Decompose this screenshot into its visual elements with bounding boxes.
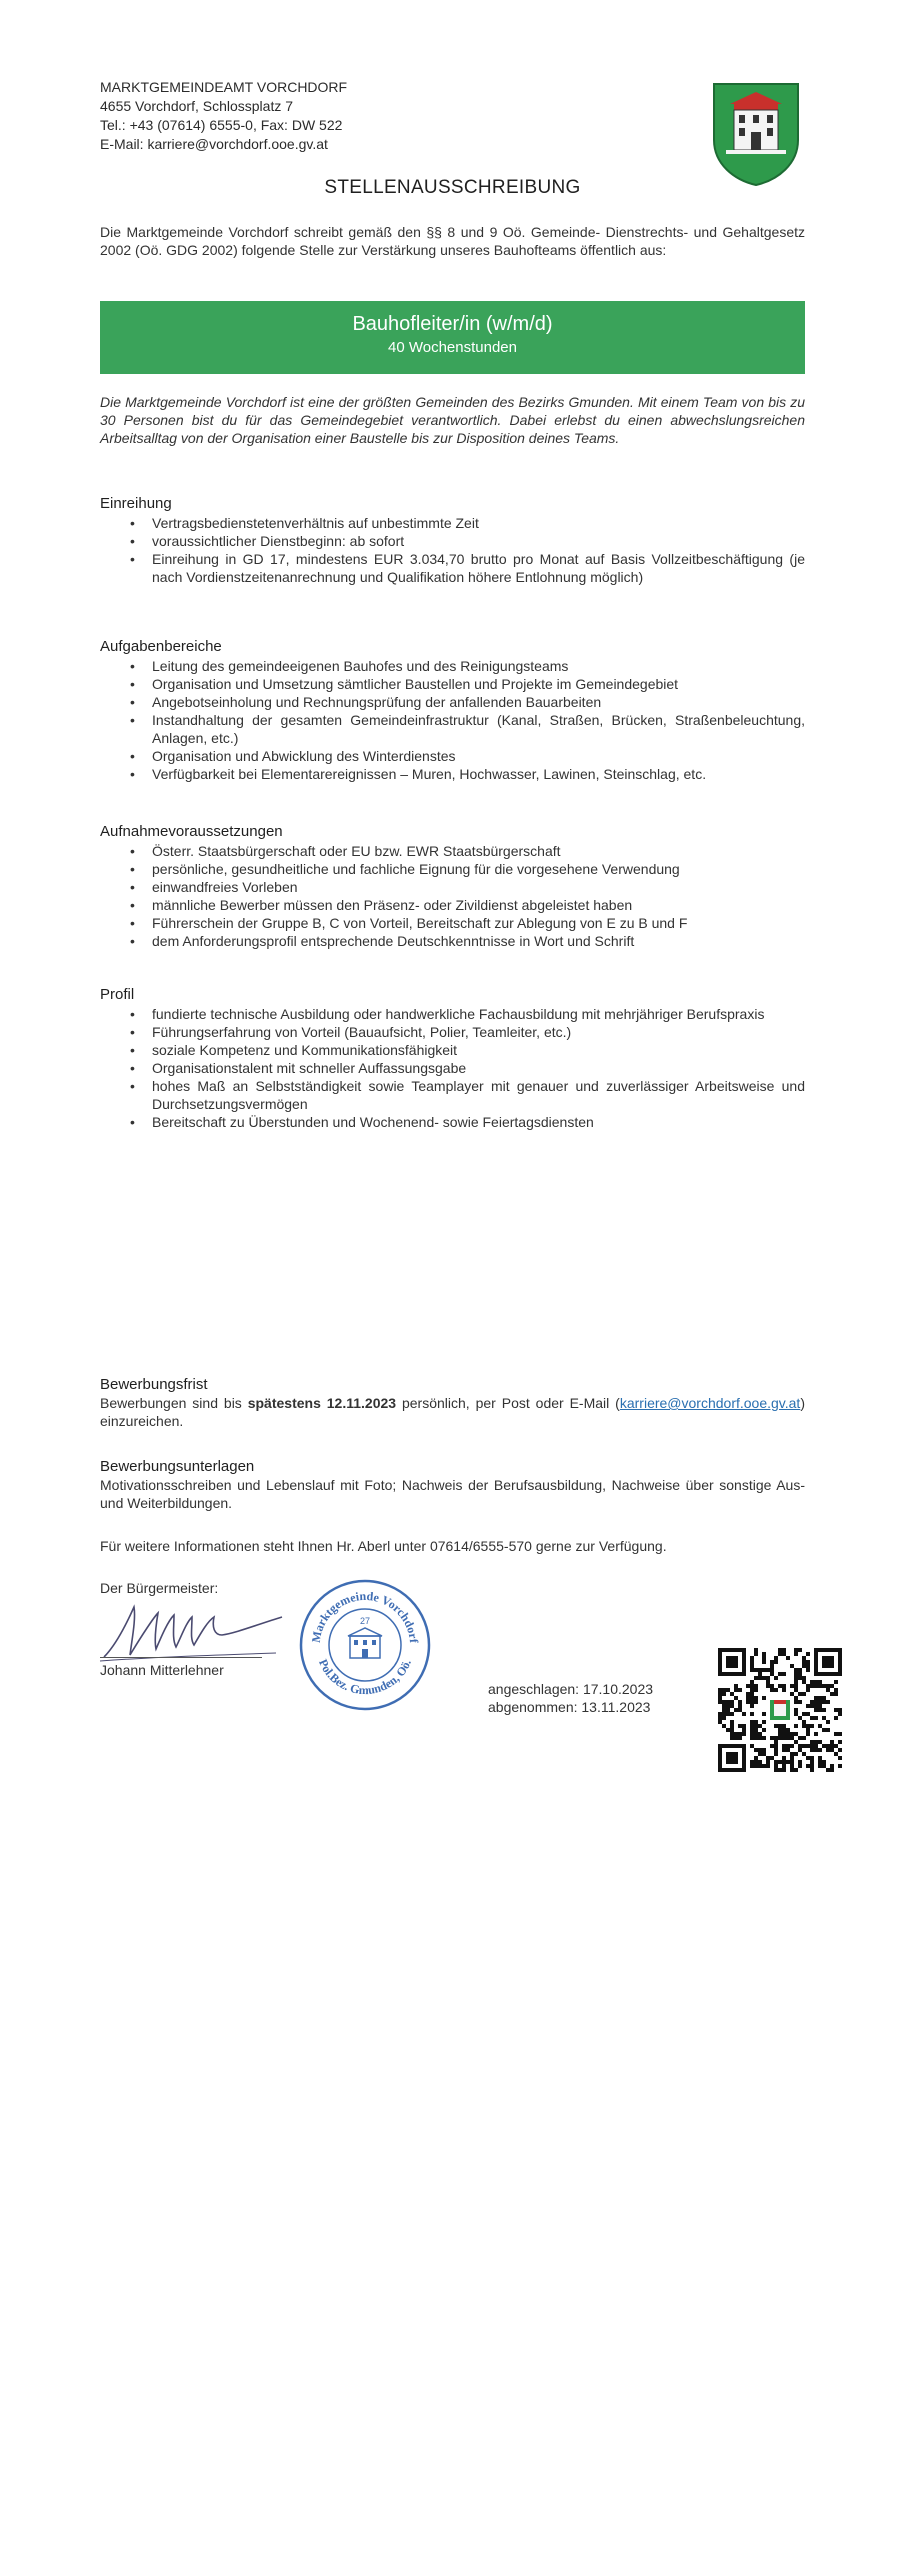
start-label: voraussichtlicher Dienstbeginn:: [152, 533, 350, 549]
list-item: • soziale Kompetenz und Kommunikationsfähigkeit: [100, 1041, 805, 1059]
section-heading: Aufnahmevoraussetzungen: [100, 823, 283, 840]
mayor-label: Der Bürgermeister:: [100, 1580, 219, 1596]
section-heading: Profil: [100, 986, 135, 1003]
list-item: • Bereitschaft zu Überstunden und Wochenend- sowie Feiertagsdiensten: [100, 1113, 805, 1131]
list-item: • Organisationstalent mit schneller Auffassungsgabe: [100, 1059, 805, 1077]
office-name: MARKTGEMEINDEAMT VORCHDORF: [100, 79, 348, 95]
documents-paragraph: Motivationsschreiben und Lebenslauf mit Foto; Nachweis der Berufsausbildung, Nachweise über sonstige Aus- und Weiterbildungen.: [100, 1477, 805, 1511]
section-bewerbungsunterlagen: [100, 1458, 805, 1512]
municipal-crest-logo: [712, 82, 800, 186]
section-profil: [100, 986, 805, 1131]
official-stamp: [296, 1576, 434, 1714]
signature-line: [100, 1657, 262, 1658]
section-bewerbungsfrist: [100, 1376, 805, 1430]
list-item: [100, 532, 805, 550]
office-email: E-Mail: karriere@vorchdorf.ooe.gv.at: [100, 136, 328, 152]
list-item: • Führungserfahrung von Vorteil (Bauaufsicht, Polier, Teamleiter, etc.): [100, 1023, 805, 1041]
stamp-top-text: Marktgemeinde Vorchdorf: [308, 1588, 421, 1644]
office-phone: Tel.: +43 (07614) 6555-0, Fax: DW 522: [100, 117, 343, 133]
list-item: • Organisation und Abwicklung des Winterdienstes: [100, 747, 805, 765]
list-item: • männliche Bewerber müssen den Präsenz- oder Zivildienst abgeleistet haben: [100, 896, 805, 914]
deadline-text-middle: persönlich, per Post oder E-Mail (: [396, 1395, 620, 1411]
list-item: • fundierte technische Ausbildung oder handwerkliche Fachausbildung mit mehrjähriger Berufspraxis: [100, 1005, 805, 1023]
list-item: • Angebotseinholung und Rechnungsprüfung der anfallenden Bauarbeiten: [100, 693, 805, 711]
section-heading: Bewerbungsunterlagen: [100, 1458, 255, 1475]
deadline-paragraph: [100, 1394, 805, 1430]
email-link[interactable]: karriere@vorchdorf.ooe.gv.at: [619, 1395, 801, 1411]
section-heading: Einreihung: [100, 495, 172, 512]
contact-info: Für weitere Informationen steht Ihnen Hr. Aberl unter 07614/6555-570 gerne zur Verfügung.: [100, 1538, 667, 1554]
section-heading: Aufgabenbereiche: [100, 638, 222, 655]
stamp-number: 27: [359, 1616, 371, 1626]
intro-paragraph: Die Marktgemeinde Vorchdorf schreibt gemäß den §§ 8 und 9 Oö. Gemeinde- Dienstrechts- und Gehaltgesetz 2002 (Oö. GDG 2002) folgende Stelle zur Verstärkung unseres Bauhofteams öffentlich aus:: [100, 224, 805, 258]
office-header: [100, 78, 600, 154]
deadline-text-prefix: Bewerbungen sind bis: [100, 1395, 248, 1411]
list-item: • Instandhaltung der gesamten Gemeindeinfrastruktur (Kanal, Straßen, Brücken, Straßenbeleuchtung, Anlagen, etc.): [100, 711, 805, 747]
list-item: • Leitung des gemeindeeigenen Bauhofes und des Reinigungsteams: [100, 657, 805, 675]
list-item: • Verfügbarkeit bei Elementarereignissen – Muren, Hochwasser, Lawinen, Steinschlag, etc.: [100, 765, 805, 783]
list-item: • Einreihung in GD 17, mindestens EUR 3.034,70 brutto pro Monat auf Basis Vollzeitbeschäftigung (je nach Vordienstzeitenanrechnung und Qualifikation höhere Entlohnung möglich): [100, 550, 805, 586]
page-title: STELLENAUSSCHREIBUNG: [324, 177, 581, 198]
job-banner: [100, 301, 805, 374]
list-item: • Organisation und Umsetzung sämtlicher Baustellen und Projekte im Gemeindegebiet: [100, 675, 805, 693]
posted-date: angeschlagen: 17.10.2023: [488, 1681, 654, 1697]
section-heading: Bewerbungsfrist: [100, 1376, 208, 1393]
list-item: • hohes Maß an Selbstständigkeit sowie Teamplayer mit genauer und zuverlässiger Arbeitsweise und Durchsetzungsvermögen: [100, 1077, 805, 1113]
section-aufnahmevoraussetzungen: [100, 823, 805, 950]
office-address: 4655 Vorchdorf, Schlossplatz 7: [100, 98, 294, 114]
list-item: • einwandfreies Vorleben: [100, 878, 805, 896]
qr-code[interactable]: [718, 1648, 842, 1772]
posting-dates: [488, 1680, 653, 1716]
stamp-bottom-text: Pol.Bez. Gmunden, Oö.: [315, 1657, 414, 1698]
list-item: • Vertragsbedienstetenverhältnis auf unbestimmte Zeit: [100, 514, 805, 532]
list-item: • persönliche, gesundheitliche und fachliche Eignung für die vorgesehene Verwendung: [100, 860, 805, 878]
list-item: • Führerschein der Gruppe B, C von Vorteil, Bereitschaft zur Ablegung von E zu B und F: [100, 914, 805, 932]
section-aufgabenbereiche: [100, 638, 805, 783]
deadline-text-suffix: ) einzureichen.: [100, 1395, 805, 1429]
deadline-date: spätestens 12.11.2023: [247, 1395, 397, 1411]
mayor-name: Johann Mitterlehner: [100, 1662, 224, 1678]
start-value: ab sofort: [349, 533, 405, 549]
section-einreihung: [100, 495, 805, 586]
removed-date: abgenommen: 13.11.2023: [488, 1699, 651, 1715]
about-paragraph: Die Marktgemeinde Vorchdorf ist eine der größten Gemeinden des Bezirks Gmunden. Mit einem Team von bis zu 30 Personen bist du für das Gemeindegebiet verantwortlich. Dabei erlebst du einen abwechslungsreichen Arbeitsalltag von der Organisation einer Baustelle bis zur Disposition deines Teams.: [100, 394, 805, 446]
list-item: • dem Anforderungsprofil entsprechende Deutschkenntnisse in Wort und Schrift: [100, 932, 805, 950]
job-hours: 40 Wochenstunden: [388, 339, 517, 356]
job-title: Bauhofleiter/in (w/m/d): [352, 313, 553, 335]
list-item: • Österr. Staatsbürgerschaft oder EU bzw. EWR Staatsbürgerschaft: [100, 842, 805, 860]
signature-image: [96, 1595, 296, 1663]
